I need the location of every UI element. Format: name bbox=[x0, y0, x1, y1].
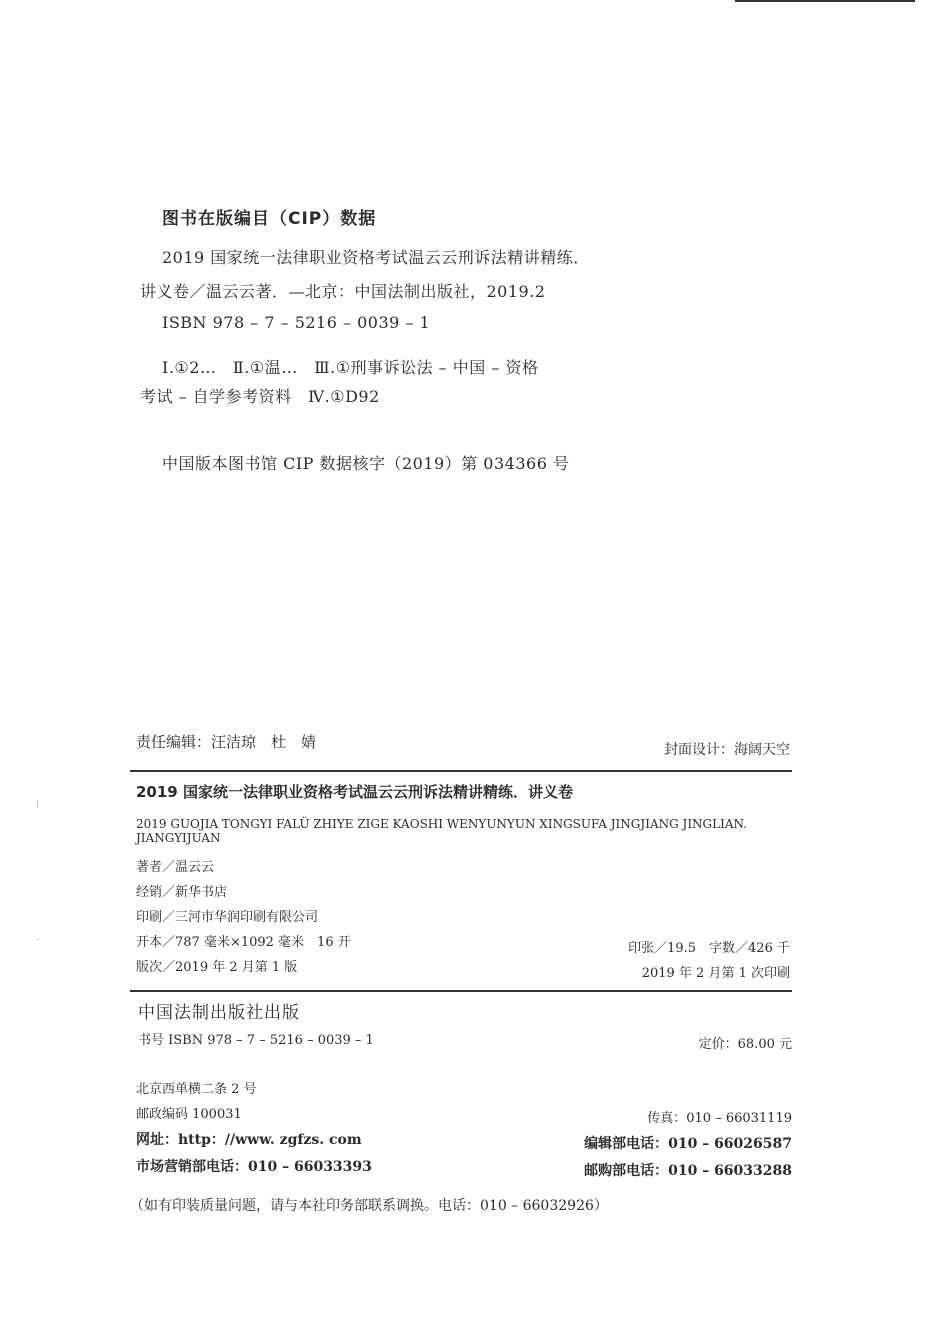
address: 北京西单横二条 2 号 bbox=[136, 1082, 257, 1097]
printing: 2019 年 2 月第 1 次印刷 bbox=[641, 966, 790, 981]
publisher-name: 中国法制出版社出版 bbox=[138, 1003, 300, 1023]
cip-classification-line-1: Ⅰ.①2… Ⅱ.①温… Ⅲ.①刑事诉讼法 – 中国 – 资格 bbox=[162, 358, 539, 377]
format: 开本／787 毫米×1092 毫米 16 开 bbox=[136, 935, 351, 950]
book-number: 书号 ISBN 978 – 7 – 5216 – 0039 – 1 bbox=[138, 1033, 374, 1048]
book-title-chinese: 2019 国家统一法律职业资格考试温云云刑诉法精讲精练．讲义卷 bbox=[136, 783, 573, 801]
book-title-pinyin-2: JIANGYIJUAN bbox=[136, 831, 221, 845]
sheets-and-word-count: 印张／19.5 字数／426 千 bbox=[628, 941, 790, 956]
cover-designer: 封面设计：海阔天空 bbox=[664, 742, 790, 758]
fax: 传真：010 – 66031119 bbox=[647, 1111, 792, 1126]
cip-heading: 图书在版编目（CIP）数据 bbox=[162, 209, 377, 229]
price: 定价：68.00 元 bbox=[698, 1037, 792, 1052]
editorial-phone: 编辑部电话：010 – 66026587 bbox=[584, 1136, 792, 1152]
postcode: 邮政编码 100031 bbox=[136, 1107, 242, 1122]
cip-isbn: ISBN 978 – 7 – 5216 – 0039 – 1 bbox=[162, 313, 431, 332]
cip-title-line-2: 讲义卷／温云云著．—北京：中国法制出版社，2019.2 bbox=[140, 282, 546, 301]
cip-classification-line-2: 考试 – 自学参考资料 Ⅳ.①D92 bbox=[140, 387, 380, 406]
scan-speck: ⁞ bbox=[36, 800, 39, 811]
author: 著者／温云云 bbox=[136, 860, 215, 875]
divider-top bbox=[130, 770, 792, 772]
top-edge-line bbox=[735, 0, 915, 2]
divider-bottom bbox=[130, 990, 792, 992]
scan-speck: · bbox=[36, 935, 40, 946]
edition: 版次／2019 年 2 月第 1 版 bbox=[136, 960, 298, 975]
responsible-editor: 责任编辑：汪洁琼 杜 婧 bbox=[136, 733, 317, 751]
mail-order-phone: 邮购部电话：010 – 66033288 bbox=[584, 1163, 792, 1179]
marketing-phone: 市场营销部电话：010 – 66033393 bbox=[136, 1159, 372, 1175]
website: 网址：http：//www. zgfzs. com bbox=[136, 1132, 362, 1148]
cip-check-number: 中国版本图书馆 CIP 数据核字（2019）第 034366 号 bbox=[162, 454, 570, 473]
book-title-pinyin-1: 2019 GUOJIA TONGYI FALÜ ZHIYE ZIGE KAOSHI WENYUNYUN XINGSUFA JINGJIANG JINGLIAN. bbox=[136, 817, 748, 831]
quality-notice: （如有印装质量问题，请与本社印务部联系调换。电话：010 – 66032926） bbox=[130, 1198, 608, 1214]
printer: 印刷／三河市华润印刷有限公司 bbox=[136, 910, 319, 925]
distributor: 经销／新华书店 bbox=[136, 885, 228, 900]
cip-title-line-1: 2019 国家统一法律职业资格考试温云云刑诉法精讲精练． bbox=[162, 248, 590, 267]
